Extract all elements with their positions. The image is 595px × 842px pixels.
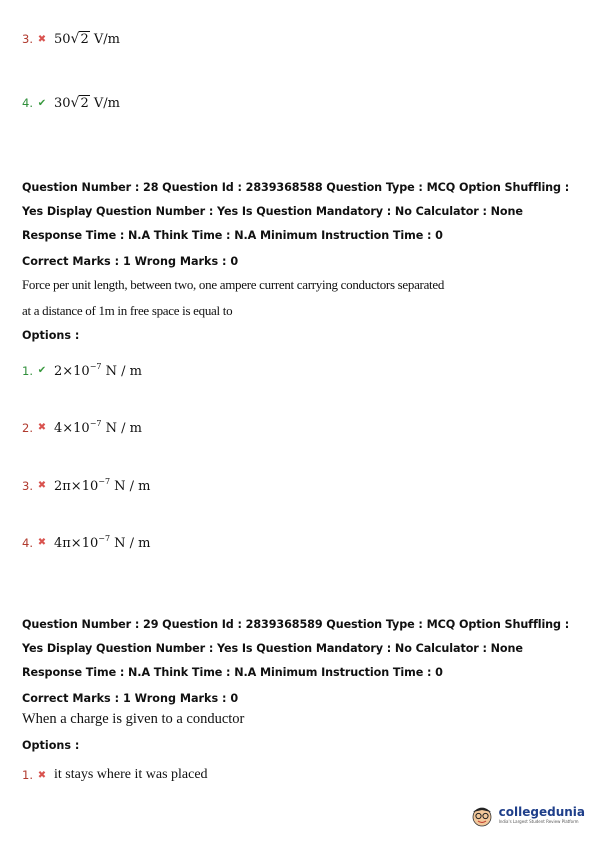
mascot-icon xyxy=(469,802,495,828)
collegedunia-logo xyxy=(469,802,585,828)
cross-icon: ✖ xyxy=(37,769,47,781)
q28-option-1 xyxy=(22,362,142,379)
question-28-text-line2: at a distance of 1m in free space is equal to xyxy=(22,303,233,318)
question-28-meta: Question Number : 28 Question Id : 2839368588 Question Type : MCQ Option Shuffling : Yes Display Question Number : Yes Is Question Mandatory : No Calculator : None Response Time : N.A Think Time : N.A Minimum Instruction Time : 0 xyxy=(22,181,570,242)
logo-name: collegedunia xyxy=(498,804,585,819)
option-number: 4. xyxy=(22,535,33,550)
q28-option-2 xyxy=(22,419,142,436)
option-value: $4\times 10^{-7}$ N / m xyxy=(53,419,142,436)
cross-icon: ✖ xyxy=(37,33,47,45)
option-number: 1. xyxy=(22,768,33,782)
logo-tagline: India's Largest Student Review Platform xyxy=(498,818,579,824)
cross-icon: ✖ xyxy=(37,537,47,548)
question-28-marks: Correct Marks : 1 Wrong Marks : 0 xyxy=(22,255,239,268)
option-number: 4. xyxy=(22,96,33,110)
option-number: 1. xyxy=(22,363,33,378)
question-28-options-label: Options : xyxy=(22,329,80,342)
q28-option-3 xyxy=(22,477,151,494)
option-value: $4\pi\times 10^{-7}$ N / m xyxy=(53,534,151,551)
check-icon: ✔ xyxy=(37,97,47,109)
check-icon: ✔ xyxy=(37,365,47,376)
q29-option-1 xyxy=(22,767,208,783)
option-value: $2\pi\times 10^{-7}$ N / m xyxy=(53,477,151,494)
option-number: 3. xyxy=(22,32,33,46)
option-3 xyxy=(22,31,120,47)
cross-icon: ✖ xyxy=(37,480,47,491)
option-number: 2. xyxy=(22,420,33,435)
option-value: it stays where it was placed xyxy=(53,767,208,782)
option-value: $2\times 10^{-7}$ N / m xyxy=(53,362,142,379)
option-number: 3. xyxy=(22,478,33,493)
question-28-text-line1: Force per unit length, between two, one ampere current carrying conductors separated xyxy=(22,277,445,292)
question-29-text: When a charge is given to a conductor xyxy=(22,711,245,727)
option-value: 30√2 V/m xyxy=(53,95,120,111)
option-value: 50√2 V/m xyxy=(53,31,120,47)
option-4 xyxy=(22,95,120,111)
question-29-options-label: Options : xyxy=(22,739,80,752)
question-29-marks: Correct Marks : 1 Wrong Marks : 0 xyxy=(22,692,239,705)
q28-option-4 xyxy=(22,534,151,551)
cross-icon: ✖ xyxy=(37,422,47,433)
question-29-meta: Question Number : 29 Question Id : 2839368589 Question Type : MCQ Option Shuffling : Yes Display Question Number : Yes Is Question Mandatory : No Calculator : None Response Time : N.A Think Time : N.A Minimum Instruction Time : 0 xyxy=(22,618,570,679)
